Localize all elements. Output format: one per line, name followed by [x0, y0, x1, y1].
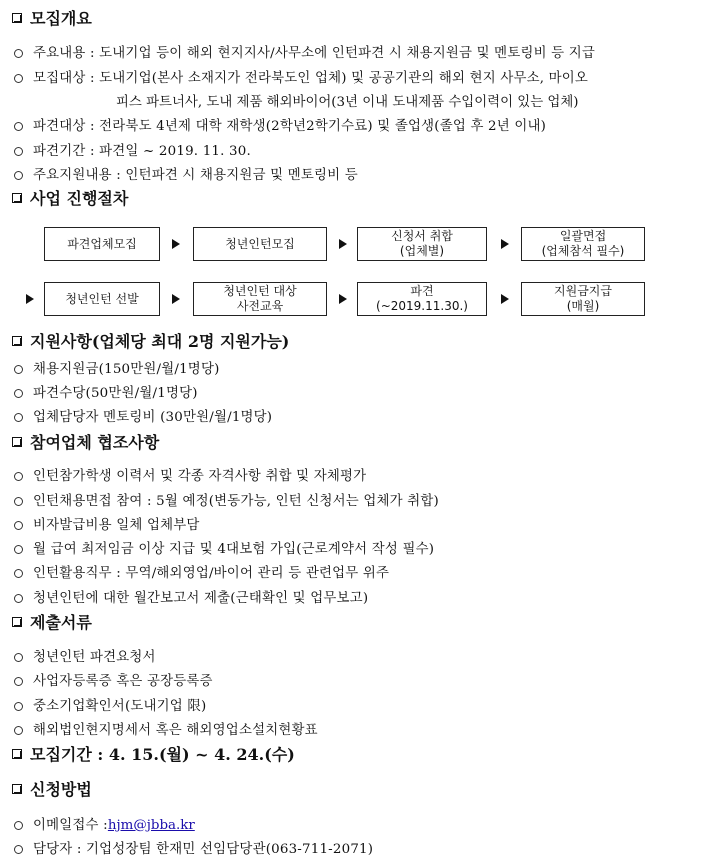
- list-item: 해외법인현지명세서 혹은 해외영업소설치현황표: [14, 719, 318, 738]
- circle-bullet-icon: [14, 49, 23, 58]
- section-title: 신청방법: [30, 780, 92, 799]
- checkbox-bullet-icon: [12, 13, 22, 23]
- section-title: 참여업체 협조사항: [30, 433, 160, 452]
- circle-bullet-icon: [14, 147, 23, 156]
- list-item: 채용지원금(150만원/월/1명당): [14, 358, 220, 377]
- circle-bullet-icon: [14, 171, 23, 180]
- arrow-right-icon: [26, 294, 34, 304]
- process-step: 지원금지급 (매월): [521, 282, 645, 316]
- arrow-right-icon: [339, 239, 347, 249]
- list-item: 주요지원내용 : 인턴파견 시 채용지원금 및 멘토링비 등: [14, 164, 358, 183]
- circle-bullet-icon: [14, 677, 23, 686]
- circle-bullet-icon: [14, 497, 23, 506]
- email-link[interactable]: hjm@jbba.kr: [107, 818, 195, 833]
- process-step: 파견 (~2019.11.30.): [357, 282, 487, 316]
- section-title: 제출서류: [30, 613, 92, 632]
- section-support-heading: [12, 329, 289, 352]
- list-item: 주요내용 : 도내기업 등이 해외 현지지사/사무소에 인턴파견 시 채용지원금 및 멘토링비 등 지급: [14, 42, 595, 61]
- section-cooperation-heading: [12, 430, 159, 453]
- list-item: 파견대상 : 전라북도 4년제 대학 재학생(2학년2학기수료) 및 졸업생(졸업 후 2년 이내): [14, 115, 546, 134]
- circle-bullet-icon: [14, 726, 23, 735]
- arrow-right-icon: [339, 294, 347, 304]
- email-label: 이메일접수 :: [33, 818, 108, 833]
- circle-bullet-icon: [14, 389, 23, 398]
- section-title: 모집개요: [30, 9, 92, 28]
- list-item-continuation: 피스 파트너사, 도내 제품 해외바이어(3년 이내 도내제품 수입이력이 있는 업체): [116, 95, 579, 110]
- process-step: 청년인턴 대상 사전교육: [193, 282, 327, 316]
- section-title: 지원사항(업체당 최대 2명 지원가능): [30, 332, 290, 351]
- list-item: 청년인턴에 대한 월간보고서 제출(근태확인 및 업무보고): [14, 587, 368, 606]
- checkbox-bullet-icon: [12, 437, 22, 447]
- arrow-right-icon: [501, 239, 509, 249]
- section-process-heading: [12, 186, 128, 209]
- circle-bullet-icon: [14, 845, 23, 854]
- list-item: 사업자등록증 혹은 공장등록증: [14, 670, 213, 689]
- section-period-heading: [12, 742, 295, 765]
- list-item: 중소기업확인서(도내기업 限): [14, 695, 206, 714]
- circle-bullet-icon: [14, 569, 23, 578]
- circle-bullet-icon: [14, 74, 23, 83]
- process-step: 파견업체모집: [44, 227, 160, 261]
- list-item: 인턴채용면접 참여 : 5월 예정(변동가능, 인턴 신청서는 업체가 취합): [14, 490, 439, 509]
- checkbox-bullet-icon: [12, 336, 22, 346]
- checkbox-bullet-icon: [12, 617, 22, 627]
- list-item: 모집대상 : 도내기업(본사 소재지가 전라북도인 업체) 및 공공기관의 해외 현지 사무소, 마이오: [14, 67, 588, 86]
- circle-bullet-icon: [14, 545, 23, 554]
- section-documents-heading: [12, 610, 92, 633]
- list-item: 인턴참가학생 이력서 및 각종 자격사항 취합 및 자체평가: [14, 465, 366, 484]
- circle-bullet-icon: [14, 702, 23, 711]
- section-method-heading: [12, 777, 92, 800]
- circle-bullet-icon: [14, 472, 23, 481]
- list-item: 월 급여 최저임금 이상 지급 및 4대보험 가입(근로계약서 작성 필수): [14, 538, 434, 557]
- circle-bullet-icon: [14, 821, 23, 830]
- list-item: 파견기간 : 파견일 ~ 2019. 11. 30.: [14, 140, 251, 159]
- circle-bullet-icon: [14, 521, 23, 530]
- checkbox-bullet-icon: [12, 193, 22, 203]
- list-item: 인턴활용직무 : 무역/해외영업/바이어 관리 등 관련업무 위주: [14, 562, 389, 581]
- process-step: 청년인턴 선발: [44, 282, 160, 316]
- list-item: 파견수당(50만원/월/1명당): [14, 382, 198, 401]
- process-step: 청년인턴모집: [193, 227, 327, 261]
- section-overview-heading: [12, 6, 92, 29]
- process-step: 일괄면접 (업체참석 필수): [521, 227, 645, 261]
- arrow-right-icon: [172, 239, 180, 249]
- section-title: 사업 진행절차: [30, 189, 129, 208]
- arrow-right-icon: [501, 294, 509, 304]
- checkbox-bullet-icon: [12, 784, 22, 794]
- list-item: 비자발급비용 일체 업체부담: [14, 514, 200, 533]
- list-item: 청년인턴 파견요청서: [14, 646, 156, 665]
- checkbox-bullet-icon: [12, 749, 22, 759]
- process-step: 신청서 취합 (업체별): [357, 227, 487, 261]
- circle-bullet-icon: [14, 594, 23, 603]
- list-item: [14, 814, 195, 833]
- list-item: 담당자 : 기업성장팀 한재민 선임담당관(063-711-2071): [14, 838, 373, 857]
- circle-bullet-icon: [14, 653, 23, 662]
- circle-bullet-icon: [14, 413, 23, 422]
- circle-bullet-icon: [14, 122, 23, 131]
- circle-bullet-icon: [14, 365, 23, 374]
- section-title: 모집기간 : 4. 15.(월) ~ 4. 24.(수): [30, 745, 295, 764]
- list-item: 업체담당자 멘토링비 (30만원/월/1명당): [14, 406, 272, 425]
- arrow-right-icon: [172, 294, 180, 304]
